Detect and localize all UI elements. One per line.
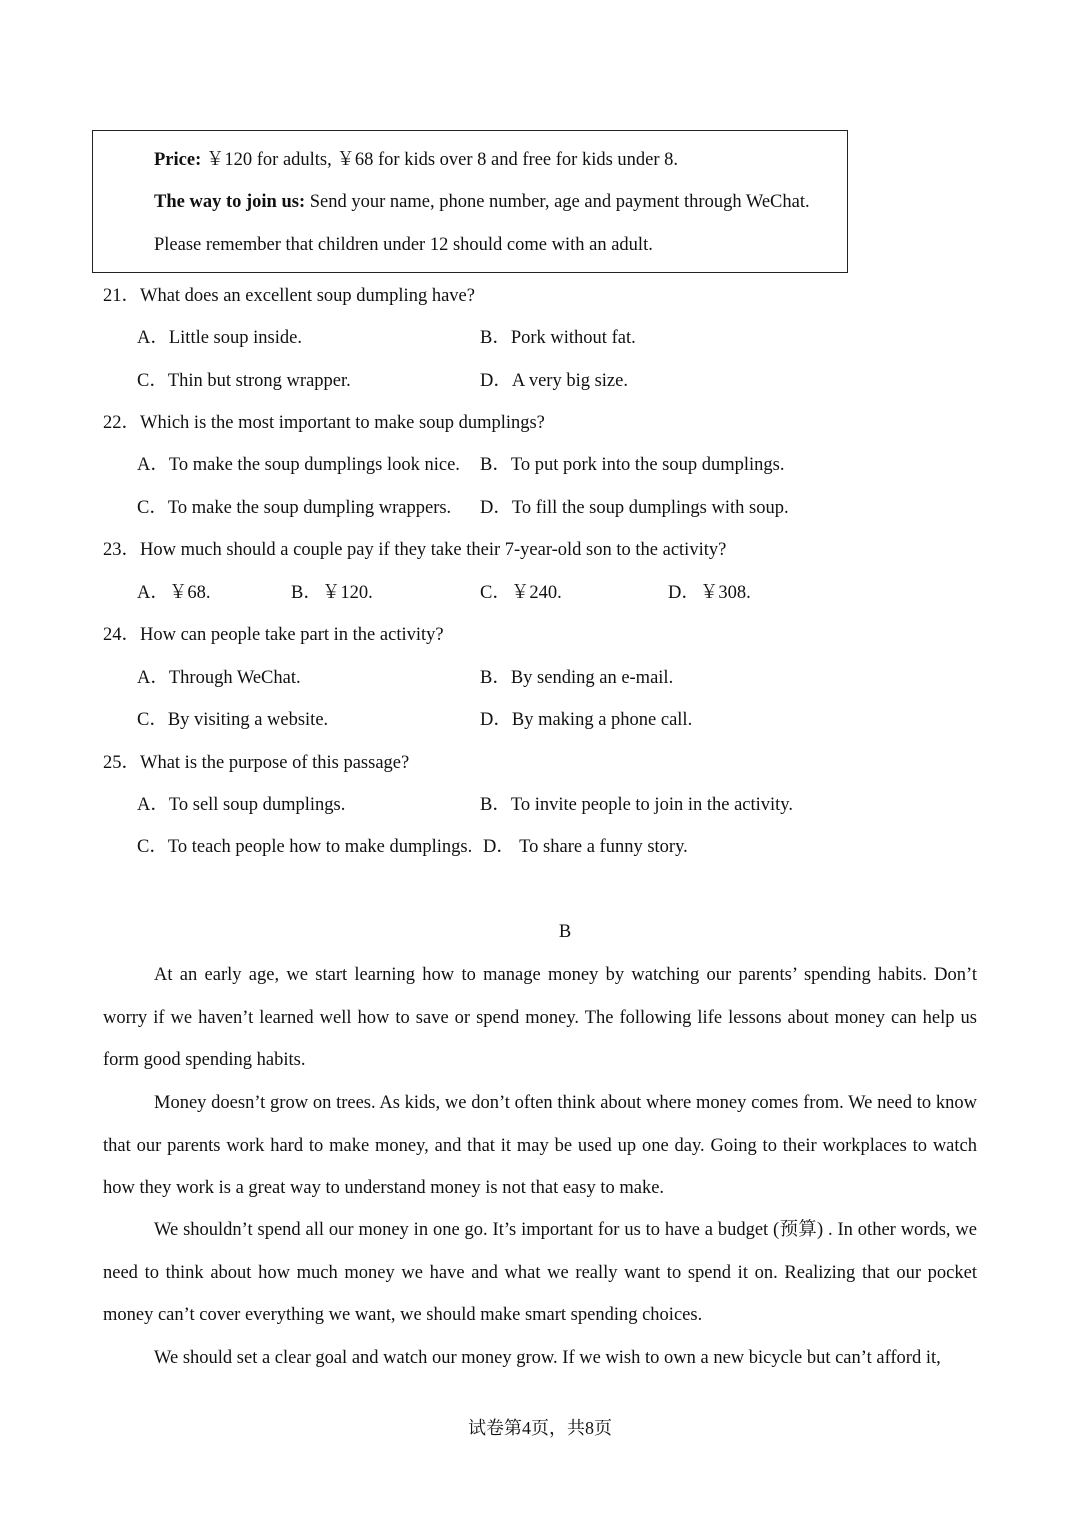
question-24-option-d: D．By making a phone call. <box>480 710 693 730</box>
question-21-option-a: A．Little soup inside. <box>137 328 302 348</box>
paragraph-3 <box>103 1209 977 1337</box>
paragraph-2-text: Money doesn’t grow on trees. As kids, we don’t often think about where money comes from. We need to know that our parents work hard to make money, and that it may be used up one day. Going to their workplaces to watch how they work is a great way to understand money is not that easy to make. <box>103 1093 977 1198</box>
question-22-option-c: C．To make the soup dumpling wrappers. <box>137 498 452 518</box>
question-21-option-c: C．Thin but strong wrapper. <box>137 371 351 391</box>
question-22-stem: 22．Which is the most important to make soup dumplings? <box>103 413 545 433</box>
join-line <box>154 193 810 212</box>
question-24-option-c: C．By visiting a website. <box>137 710 329 730</box>
question-25-option-d: D． To share a funny story. <box>483 837 688 857</box>
paragraph-3-text: We shouldn’t spend all our money in one go. It’s important for us to have a budget (预算) . In other words, we need to think about how much money we have and what we really want to spend it on. Realizing that our pocket money can’t cover everything we want, we should make smart spending choices. <box>103 1220 977 1325</box>
question-25-option-b: B．To invite people to join in the activity. <box>480 795 793 815</box>
section-title: B <box>558 922 572 942</box>
price-line <box>154 151 678 170</box>
question-22-option-a: A．To make the soup dumplings look nice. <box>137 455 460 475</box>
page-footer: 试卷第4页，共8页 <box>468 1418 612 1438</box>
paragraph-2 <box>103 1082 977 1210</box>
paragraph-1-text: At an early age, we start learning how to manage money by watching our parents’ spending habits. Don’t worry if we haven’t learned well how to save or spend money. The following life lessons about money can help us form good spending habits. <box>103 965 977 1070</box>
question-22-option-d: D．To fill the soup dumplings with soup. <box>480 498 789 518</box>
note-line: Please remember that children under 12 should come with an adult. <box>154 235 653 255</box>
paragraph-4 <box>103 1337 977 1380</box>
question-23-option-c: C．￥240. <box>480 583 562 603</box>
question-23-option-d: D．￥308. <box>668 583 751 603</box>
question-23-stem: 23．How much should a couple pay if they take their 7-year-old son to the activity? <box>103 540 727 560</box>
paragraph-4-text: We should set a clear goal and watch our money grow. If we wish to own a new bicycle but can’t afford it, <box>154 1348 941 1368</box>
question-25-option-a: A．To sell soup dumplings. <box>137 795 346 815</box>
question-22-option-b: B．To put pork into the soup dumplings. <box>480 455 785 475</box>
paragraph-1 <box>103 954 977 1082</box>
price-text: ￥120 for adults, ￥68 for kids over 8 and free for kids under 8. <box>201 150 679 170</box>
question-21-stem: 21．What does an excellent soup dumpling have? <box>103 286 475 306</box>
question-21-option-d: D．A very big size. <box>480 371 628 391</box>
question-21-option-b: B．Pork without fat. <box>480 328 636 348</box>
question-24-option-b: B．By sending an e-mail. <box>480 668 674 688</box>
question-25-stem: 25．What is the purpose of this passage? <box>103 753 410 773</box>
price-label: Price: <box>154 150 202 170</box>
question-24-stem: 24．How can people take part in the activity? <box>103 625 444 645</box>
join-text: Send your name, phone number, age and payment through WeChat. <box>305 192 810 212</box>
question-23-option-b: B．￥120. <box>291 583 373 603</box>
question-25-option-c: C．To teach people how to make dumplings. <box>137 837 473 857</box>
question-24-option-a: A．Through WeChat. <box>137 668 301 688</box>
question-23-option-a: A．￥68. <box>137 583 211 603</box>
join-label: The way to join us: <box>154 192 306 212</box>
